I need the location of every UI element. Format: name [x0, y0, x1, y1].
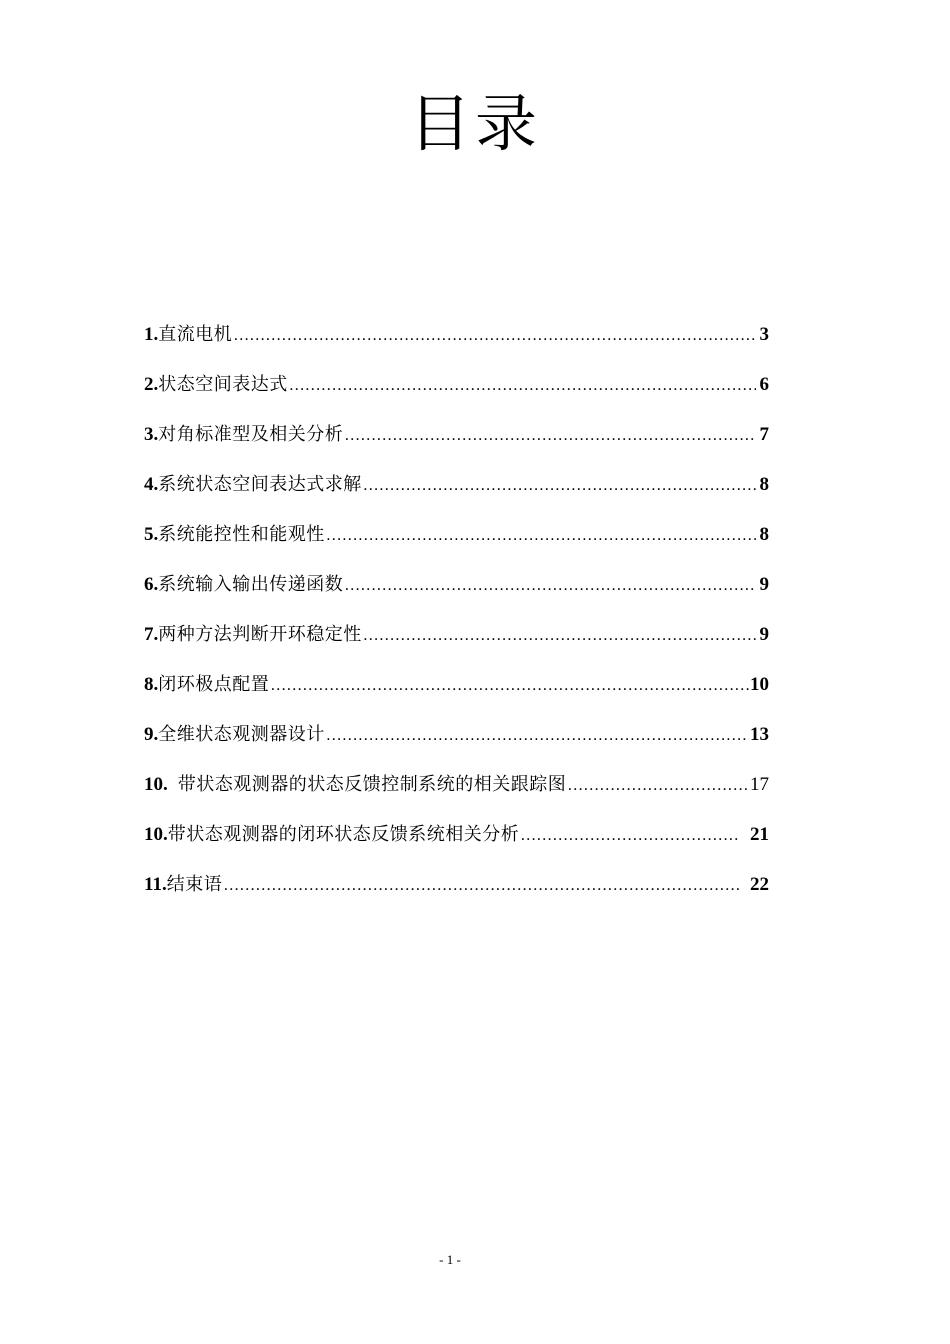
toc-entry-number: 3.	[144, 424, 159, 445]
toc-entry-5[interactable]	[144, 518, 769, 568]
toc-entry-page: 9	[759, 574, 769, 595]
toc-leader-dots	[326, 519, 756, 553]
toc-entry-number: 6.	[144, 574, 159, 595]
page-number: - 1 -	[439, 1252, 461, 1267]
toc-entry-4[interactable]	[144, 468, 769, 518]
toc-entry-label: 直流电机	[158, 324, 233, 345]
toc-entry-number: 8.	[144, 674, 159, 695]
toc-entry-label: 系统能控性和能观性	[158, 524, 325, 545]
toc-entry-6[interactable]	[144, 568, 769, 618]
toc-entry-2[interactable]	[144, 368, 769, 418]
toc-entry-label: 对角标准型及相关分析	[158, 424, 344, 445]
toc-leader-dots	[270, 669, 749, 703]
toc-entry-label: 状态空间表达式	[158, 374, 288, 395]
toc-entry-page: 21	[750, 824, 769, 845]
toc-entry-label: 系统状态空间表达式求解	[158, 474, 362, 495]
toc-entry-number: 10.	[144, 774, 168, 795]
toc-entry-number: 1.	[144, 324, 159, 345]
toc-entry-number: 11.	[144, 874, 167, 895]
toc-entry-number: 2.	[144, 374, 159, 395]
toc-entry-number: 5.	[144, 524, 159, 545]
toc-entry-7[interactable]	[144, 618, 769, 668]
toc-leader-dots	[520, 819, 739, 853]
toc-entry-10a[interactable]	[144, 768, 769, 818]
toc-leader-dots	[344, 569, 756, 603]
toc-entry-label: 全维状态观测器设计	[158, 724, 325, 745]
toc-entry-10b[interactable]	[144, 818, 769, 868]
page-title: 目录	[408, 87, 541, 160]
toc-leader-dots	[567, 769, 749, 803]
toc-entry-page: 8	[759, 474, 769, 495]
toc-leader-dots	[344, 419, 756, 453]
toc-entry-page: 13	[750, 724, 769, 745]
toc-entry-page: 7	[759, 424, 769, 445]
toc-entry-page: 10	[750, 674, 769, 695]
toc-entry-page: 22	[750, 874, 769, 895]
toc-entry-number: 10.	[144, 824, 168, 845]
toc-entry-page: 8	[759, 524, 769, 545]
toc-leader-dots	[289, 369, 756, 403]
toc-entry-11[interactable]	[144, 868, 769, 918]
toc-entry-number: 4.	[144, 474, 159, 495]
toc-entry-3[interactable]	[144, 418, 769, 468]
toc-entry-page: 3	[759, 324, 769, 345]
toc-entry-page: 6	[759, 374, 769, 395]
toc-entry-label: 带状态观测器的闭环状态反馈系统相关分析	[167, 824, 520, 845]
toc-entry-number: 9.	[144, 724, 159, 745]
table-of-contents	[144, 318, 769, 918]
toc-leader-dots	[363, 619, 756, 653]
toc-entry-label: 系统输入输出传递函数	[158, 574, 344, 595]
toc-entry-8[interactable]	[144, 668, 769, 718]
toc-entry-label: 闭环极点配置	[158, 674, 270, 695]
toc-entry-9[interactable]	[144, 718, 769, 768]
toc-leader-dots	[233, 319, 756, 353]
toc-leader-dots	[363, 469, 756, 503]
toc-leader-dots	[223, 869, 739, 903]
toc-entry-label: 两种方法判断开环稳定性	[158, 624, 362, 645]
toc-entry-1[interactable]	[144, 318, 769, 368]
toc-entry-label: 带状态观测器的状态反馈控制系统的相关跟踪图	[177, 774, 567, 795]
toc-entry-label: 结束语	[166, 874, 223, 895]
toc-entry-number: 7.	[144, 624, 159, 645]
toc-leader-dots	[326, 719, 749, 753]
toc-entry-page: 17	[750, 774, 769, 795]
toc-entry-page: 9	[759, 624, 769, 645]
